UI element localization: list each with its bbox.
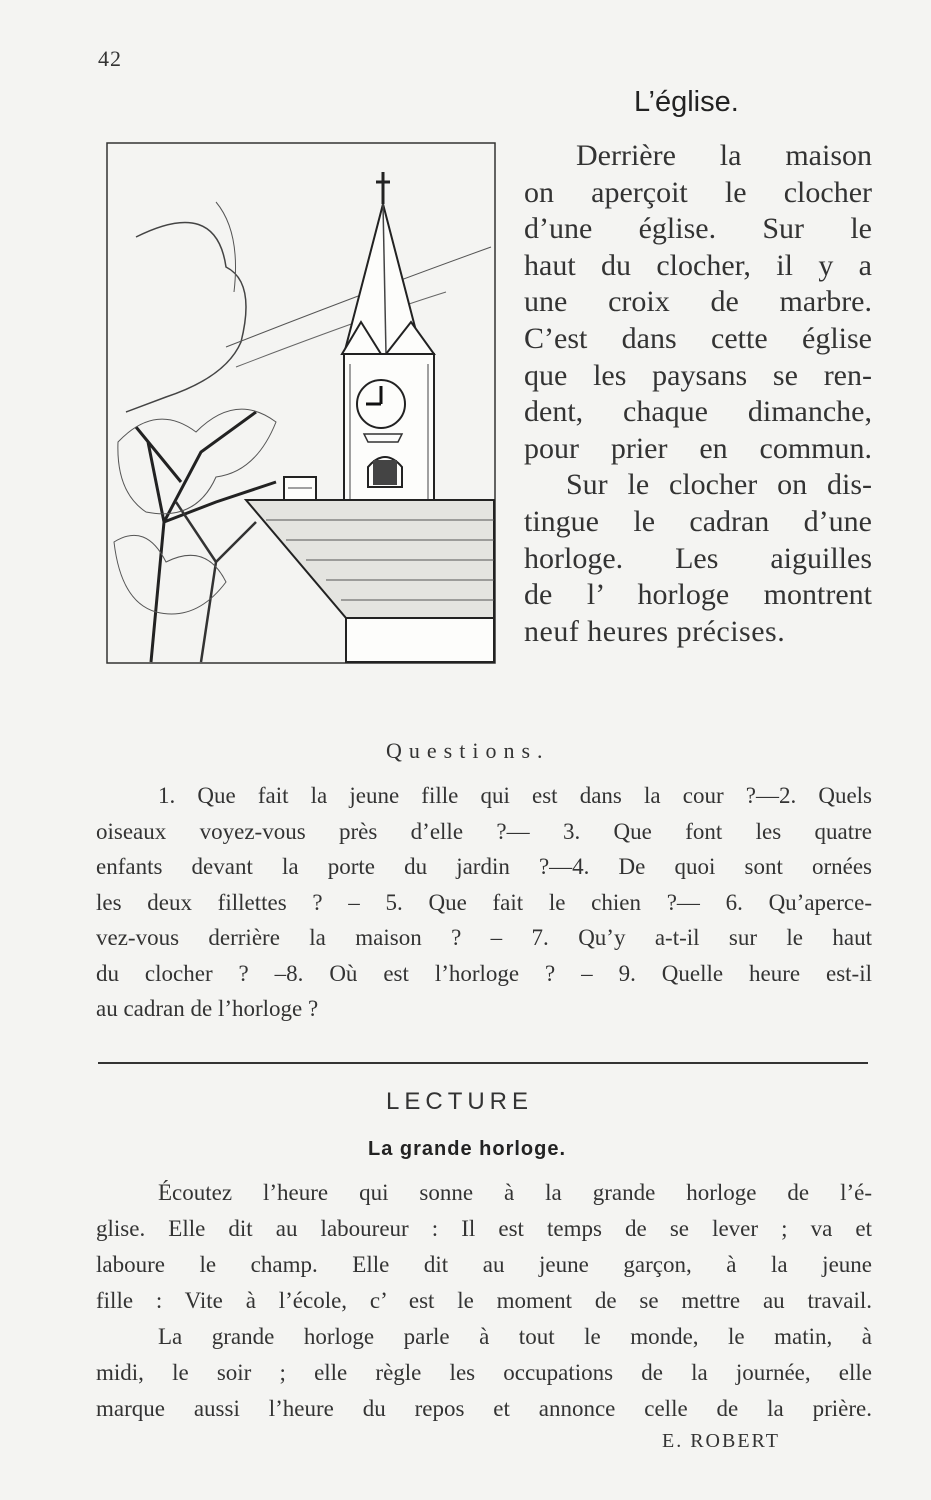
text-line: haut du clocher, il y a xyxy=(524,248,872,282)
text-line: dent, chaque dimanche, xyxy=(524,395,872,429)
text-line: que les paysans se ren- xyxy=(524,358,872,392)
text-line: neuf heures précises. xyxy=(524,614,786,648)
reading-line: La grande horloge parle à tout le monde, le matin, à xyxy=(158,1324,872,1349)
question-line: les deux fillettes ? – 5. Que fait le chien ?— 6. Qu’aperce- xyxy=(96,889,872,915)
question-line: oiseaux voyez-vous près d’elle ?— 3. Que font les quatre xyxy=(96,818,872,844)
section-title: L’église. xyxy=(634,86,739,118)
reading-text xyxy=(96,1175,872,1427)
section-divider xyxy=(98,1062,868,1064)
text-line: Derrière la maison xyxy=(576,139,872,172)
questions-text xyxy=(96,778,872,1027)
question-line: du clocher ? –8. Où est l’horloge ? – 9. Quelle heure est-il xyxy=(96,960,872,986)
reading-line: marque aussi l’heure du repos et annonce celle de la prière. xyxy=(96,1396,872,1421)
reading-line: midi, le soir ; elle règle les occupations de la journée, elle xyxy=(96,1360,872,1385)
text-line: Sur le clocher on dis- xyxy=(566,468,872,502)
text-line: on aperçoit le clocher xyxy=(524,175,872,209)
text-line: tingue le cadran d’une xyxy=(524,504,872,538)
text-line: d’une église. Sur le xyxy=(524,212,872,246)
text-line: horloge. Les aiguilles xyxy=(524,541,872,575)
lecture-heading: LECTURE xyxy=(386,1088,534,1115)
reading-line: Écoutez l’heure qui sonne à la grande horloge de l’é- xyxy=(158,1180,872,1205)
text-line: pour prier en commun. xyxy=(524,431,872,465)
reading-title: La grande horloge. xyxy=(368,1138,567,1160)
question-line: 1. Que fait la jeune fille qui est dans la cour ?—2. Quels xyxy=(158,783,872,808)
reading-line: glise. Elle dit au laboureur : Il est temps de se lever ; va et xyxy=(96,1216,872,1241)
church-drawing xyxy=(106,142,496,664)
page-number: 42 xyxy=(98,46,122,71)
question-line: enfants devant la porte du jardin ?—4. De quoi sont ornées xyxy=(96,854,872,879)
text-line: de l’ horloge montrent xyxy=(524,578,872,612)
questions-heading: Questions. xyxy=(386,738,550,763)
reading-line: laboure le champ. Elle dit au jeune garçon, à la jeune xyxy=(96,1252,872,1277)
reading-line: fille : Vite à l’école, c’ est le moment de se mettre au travail. xyxy=(96,1288,872,1313)
section-paragraph xyxy=(524,138,872,650)
question-line: vez-vous derrière la maison ? – 7. Qu’y a-t-il sur le haut xyxy=(96,925,872,950)
author-signature: E. ROBERT xyxy=(662,1430,780,1452)
text-line: C’est dans cette église xyxy=(524,321,872,355)
question-line: au cadran de l’horloge ? xyxy=(96,996,319,1021)
text-line: une croix de marbre. xyxy=(524,285,872,319)
church-illustration xyxy=(106,142,496,664)
